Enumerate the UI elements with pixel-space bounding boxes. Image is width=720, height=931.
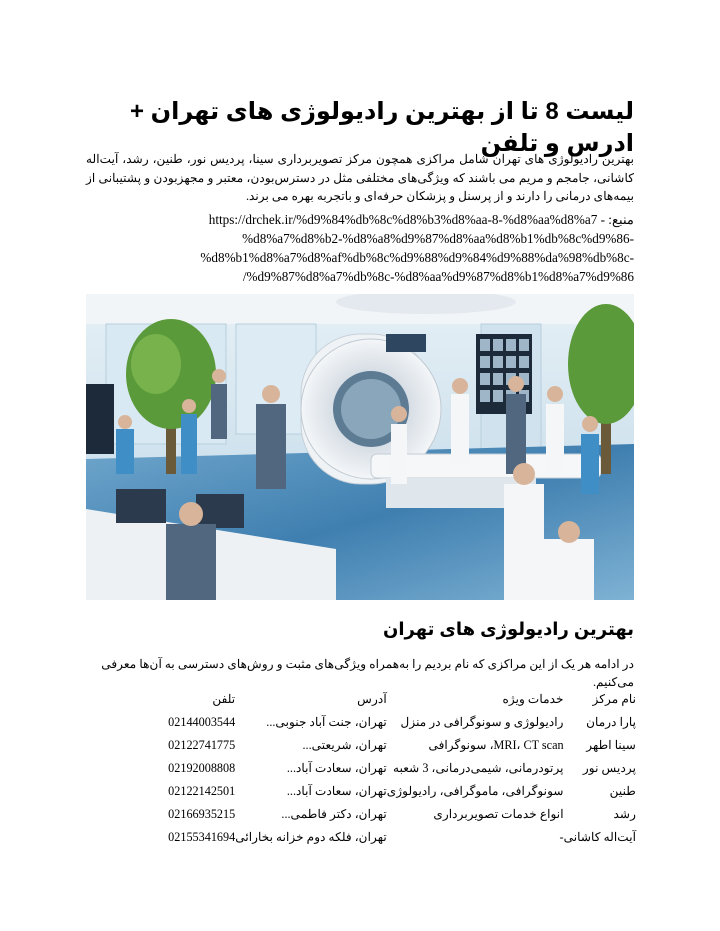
intro-paragraph: بهترین رادیولوژی های تهران شامل مراکزی همچون مرکز تصویربرداری سینا، پردیس نور، طنین، رشد، آیت‌اله کاشانی، جامجم و مریم می باشند که ویژگی‌های مختلفی مثل در دسترس‌بودن، معتبر و مجهزبودن و پشتیبانی از بیمه‌های درمانی را دارند و از پرسنل و پزشکان حرفه‌ای و باتجربه بهره می برند. xyxy=(86,152,634,203)
centers-table xyxy=(112,688,636,849)
center-name: رشد xyxy=(613,807,636,821)
center-phone: 02122142501 xyxy=(168,784,236,798)
center-services: پرتودرمانی، شیمی‌درمانی، 3 شعبه xyxy=(393,761,564,775)
center-name: سینا اطهر xyxy=(586,738,636,752)
center-services: انواع خدمات تصویربرداری xyxy=(433,807,564,821)
table-row xyxy=(112,780,636,803)
section-intro: در ادامه هر یک از این مراکزی که نام بردیم را به‌همراه ویژگی‌های مثبت و روش‌های دسترسی به آن‌ها معرفی می‌کنیم. xyxy=(101,657,634,689)
center-phone: 02122741775 xyxy=(168,738,236,752)
table-row xyxy=(112,803,636,826)
center-services: MRI، CT scan، سونوگرافی xyxy=(428,738,564,752)
table-header-row xyxy=(112,688,636,711)
table-row xyxy=(112,734,636,757)
center-address: تهران، جنت آباد جنوبی... xyxy=(266,715,387,729)
source-label: منبع: - xyxy=(600,212,634,227)
hero-illustration xyxy=(86,294,634,600)
table-row xyxy=(112,826,636,849)
center-name: پردیس نور xyxy=(582,761,636,775)
center-services: سونوگرافی، ماموگرافی، رادیولوژی xyxy=(386,784,564,798)
center-address: تهران، دکتر فاطمی... xyxy=(281,807,387,821)
page-title: لیست 8 تا از بهترین رادیولوژی های تهران + ادرس و تلفن xyxy=(129,98,634,157)
center-phone: 02192008808 xyxy=(168,761,236,775)
source-citation xyxy=(86,210,634,286)
center-address: تهران، شریعتی... xyxy=(302,738,387,752)
source-url-line-1[interactable]: https://drchek.ir/%d9%84%db%8c%d8%b3%d8%aa-8-%d8%aa%d8%a7 xyxy=(208,212,598,227)
section-title: بهترین رادیولوژی های تهران xyxy=(383,619,634,639)
table-row xyxy=(112,711,636,734)
center-address: تهران، سعادت آباد... xyxy=(286,784,387,798)
center-phone: 02155341694 xyxy=(168,830,236,844)
center-name: پارا درمان xyxy=(586,715,636,729)
center-address: تهران، سعادت آباد... xyxy=(286,761,387,775)
source-url-line-2[interactable]: %d8%a7%d8%b2-%d8%a8%d9%87%d8%aa%d8%b1%db%8c%d9%86- xyxy=(242,231,634,246)
header-services: خدمات ویژه xyxy=(502,692,564,706)
center-address: تهران، فلکه دوم خزانه بخارائی xyxy=(235,830,387,844)
center-phone: 02144003544 xyxy=(168,715,236,729)
center-name: آیت‌اله کاشانی xyxy=(563,830,636,844)
source-url-line-3[interactable]: %d8%b1%d8%a7%d8%af%db%8c%d9%88%d9%84%d9%88%da%98%db%8c- xyxy=(200,250,634,265)
center-phone: 02166935215 xyxy=(168,807,236,821)
header-address: آدرس xyxy=(357,692,387,706)
center-services: - xyxy=(559,830,564,844)
center-name: طنین xyxy=(609,784,636,798)
source-url-line-4[interactable]: /%d9%87%d8%a7%db%8c-%d8%aa%d9%87%d8%b1%d8%a7%d9%86 xyxy=(242,269,634,284)
table-row xyxy=(112,757,636,780)
center-services: رادیولوژی و سونوگرافی در منزل xyxy=(400,715,564,729)
header-center-name: نام مرکز xyxy=(592,692,636,706)
header-phone: تلفن xyxy=(212,692,236,706)
